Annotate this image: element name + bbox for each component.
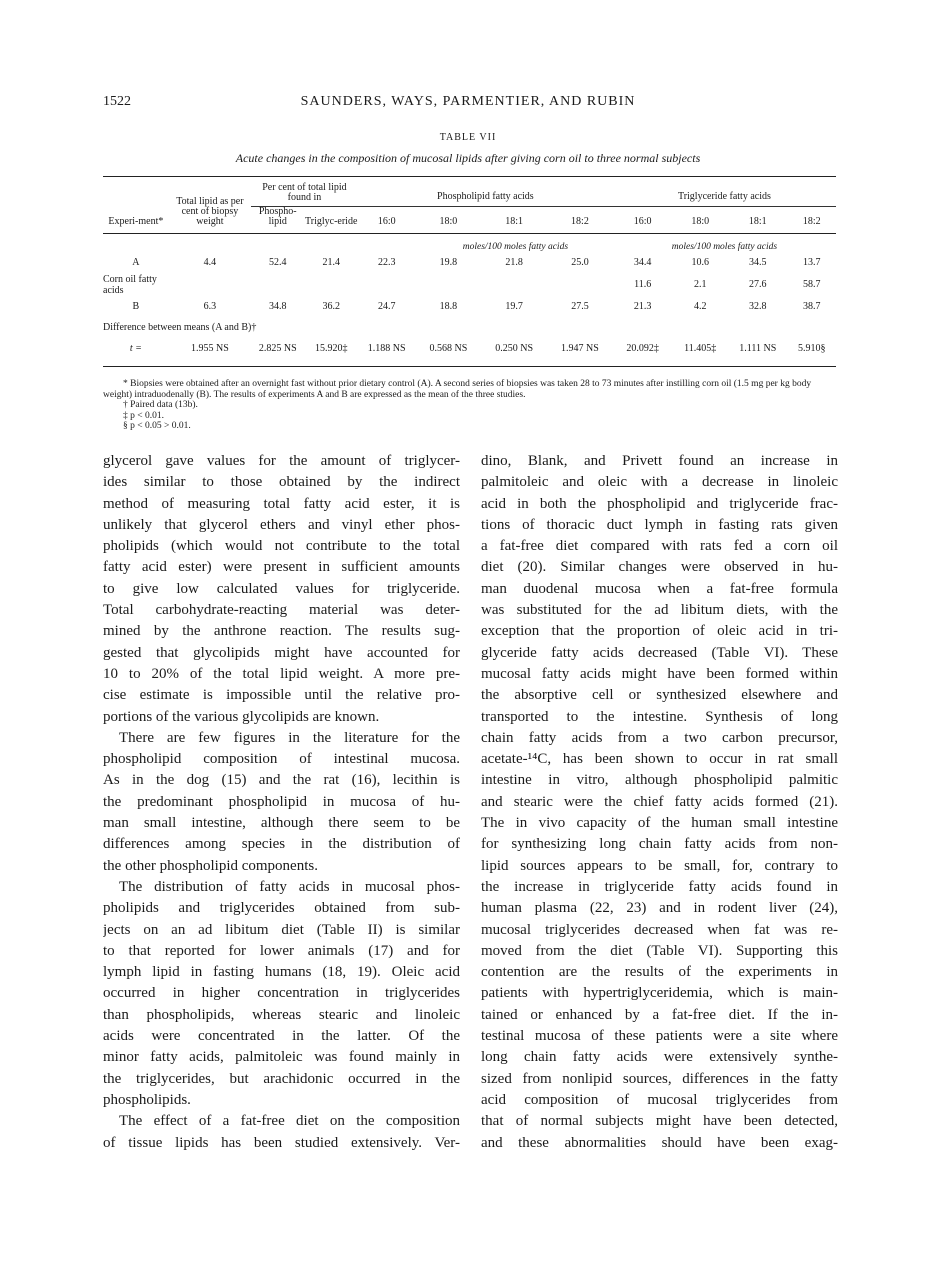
text-line: gested that glycolipids might have accounted for (103, 644, 460, 661)
right-text-column (481, 451, 838, 1154)
row-label: Corn oil fatty acids (103, 274, 157, 296)
header-tg-18-2: 18:2 (802, 216, 821, 227)
table-cell: 21.3 (633, 301, 652, 312)
header-pl-18-2: 18:2 (571, 216, 589, 227)
header-per-cent-group: Per cent of total lipid found in (251, 183, 358, 207)
table-row (103, 274, 836, 296)
table-cell: 10.6 (691, 257, 709, 268)
footnote: ‡ p < 0.01. (123, 410, 164, 421)
text-line: glyceride fatty acids decreased (Table VI). These (481, 644, 838, 661)
row-label: t = (129, 343, 142, 354)
table-cell: 1.111 NS (739, 343, 777, 354)
text-line: for synthesizing long chain fatty acids from non- (481, 836, 838, 853)
units-label-phospholipid: moles/100 moles fatty acids (462, 242, 569, 252)
header-experiment: Experi-ment* (108, 216, 164, 227)
table-cell: 25.0 (571, 257, 589, 268)
table-cell: 21.8 (505, 257, 523, 268)
units-label-triglyceride: moles/100 moles fatty acids (671, 242, 778, 252)
header-phospholipid-fatty-acids: Phospholipid fatty acids (437, 191, 534, 202)
text-line: mined by the anthrone reaction. The results sug- (103, 623, 460, 640)
text-line: cise estimate is impossible until the relative pro- (103, 687, 460, 704)
table-cell: 1.188 NS (367, 343, 406, 354)
table-caption: Acute changes in the composition of mucosal lipids after giving corn oil to three normal subjects (235, 151, 701, 165)
header-tg-18-0: 18:0 (691, 216, 710, 227)
text-line: acids were concentrated in the latter. Of the (103, 1028, 460, 1045)
text-line: pholipids and triglycerides obtained from sub- (103, 900, 460, 917)
text-line: acetate-¹⁴C, has been shown to occur in rat small (481, 751, 838, 768)
table-cell: 2.1 (693, 279, 707, 290)
table-cell (304, 274, 357, 296)
table-cell: 20.092‡ (626, 343, 659, 354)
text-line: sized from nonlipid sources, differences in the fatty (481, 1070, 838, 1087)
table-cell (358, 274, 416, 296)
table-cell: 24.7 (377, 301, 396, 312)
table-cell: 11.405‡ (684, 343, 717, 354)
table-cell (547, 274, 613, 296)
row-label: A (132, 257, 140, 268)
footnote: † Paired data (13b). (123, 400, 198, 410)
text-line: pholipids (which would not contribute to the total (103, 538, 460, 555)
text-line: Total carbohydrate-reacting material was deter- (103, 602, 460, 619)
header-tg-18-1: 18:1 (748, 216, 767, 227)
table-cell: 34.5 (749, 257, 767, 268)
table-cell (415, 274, 481, 296)
text-line: the increase in triglyceride fatty acids found in (481, 878, 838, 895)
text-line: The distribution of fatty acids in mucosal phos- (119, 878, 460, 895)
table-cell: 38.7 (803, 301, 821, 312)
table-cell (251, 274, 304, 296)
text-line: was substituted for the ad libitum diets, with the (481, 602, 838, 619)
table-cell: 21.4 (322, 257, 340, 268)
text-line: mucosal fatty acids might have been formed within (481, 665, 838, 682)
text-line: human plasma (22, 23) and in rodent liver (24), (481, 900, 838, 917)
difference-label: Difference between means (A and B)† (103, 322, 257, 333)
text-line: dino, Blank, and Privett found an increase in (481, 453, 838, 469)
text-line: of tissue lipids has been studied extensively. Ver- (103, 1134, 460, 1151)
footnote: § p < 0.05 > 0.01. (123, 421, 191, 431)
text-line: man small intestine, although there seem to be (103, 815, 460, 832)
table-cell: 19.7 (505, 301, 523, 312)
text-line: jects on an ad libitum diet (Table II) is similar (103, 921, 460, 938)
table-cell: 11.6 (634, 279, 652, 290)
text-line: unlikely that glycerol ethers and vinyl ether phos- (103, 516, 460, 533)
text-line: phospholipids. (103, 1091, 191, 1108)
header-phospholipid: Phospho-lipid (258, 206, 297, 227)
text-line: As in the dog (15) and the rat (16), lecithin is (103, 772, 460, 789)
table-cell: 34.4 (633, 257, 652, 268)
text-line: 10 to 20% of the total lipid weight. A more pre- (103, 665, 460, 682)
text-line: acid composition of mucosal triglycerides from (481, 1091, 838, 1108)
text-line: chain fatty acids from a two carbon precursor, (481, 729, 838, 746)
text-line: lipid sources appears to be small, for, contrary to (481, 857, 838, 874)
table-row (103, 296, 836, 318)
running-head: SAUNDERS, WAYS, PARMENTIER, AND RUBIN (300, 94, 636, 109)
table-cell: 34.8 (268, 301, 287, 312)
text-line: minor fatty acids, palmitoleic was found mainly in (103, 1049, 460, 1066)
text-line: ides similar to those obtained by the indirect (103, 474, 460, 491)
header-tg-16-0: 16:0 (633, 216, 652, 227)
header-pl-16-0: 16:0 (377, 216, 396, 227)
table-row (103, 252, 836, 274)
text-line: method of measuring total fatty acid ester, it is (103, 495, 460, 512)
text-line: man duodenal mucosa when a fat-free formula (481, 580, 838, 597)
table-cell: 58.7 (803, 279, 821, 290)
text-line: moved from the diet (Table VI). Supporting this (481, 942, 838, 959)
text-line: intestine in vitro, although phospholipid palmitic (481, 772, 838, 789)
text-line: the absorptive cell or synthesized elsewhere and (481, 687, 838, 704)
table-cell: 15.920‡ (314, 343, 348, 354)
table-cell (481, 274, 547, 296)
footnote: * Biopsies were obtained after an overnight fast without prior dietary control (A). A second series of biopsies was taken 28 to 73 minutes after instilling corn oil (1.5 mg per kg body weight) intraduodenally (B). The results of experiments A and B are expressed as the mean of the three studies. (103, 379, 812, 400)
text-line: patients with hypertriglyceridemia, which is main- (481, 985, 838, 1002)
table-label: TABLE VII (439, 132, 497, 143)
t-statistic-row (103, 338, 836, 360)
table-cell: 0.568 NS (429, 343, 468, 354)
text-line: testinal mucosa of these patients were a site where (481, 1028, 838, 1045)
text-line: glycerol gave values for the amount of triglycer- (103, 453, 460, 469)
table-cell: 4.4 (203, 257, 217, 268)
text-line: contention are the results of the experiments in (481, 964, 838, 981)
table-cell: 1.955 NS (191, 343, 229, 354)
header-triglyceride-fatty-acids: Triglyceride fatty acids (677, 191, 771, 202)
text-line: acid in both the phospholipid and triglyceride frac- (481, 495, 838, 512)
table-cell: 5.910§ (798, 343, 826, 354)
header-triglyceride: Triglyc-eride (304, 216, 358, 227)
table-cell: 2.825 NS (258, 343, 297, 354)
text-line: phospholipid composition of intestinal mucosa. (103, 751, 460, 768)
text-line: lymph lipid in fasting humans (18, 19). Oleic acid (103, 964, 460, 981)
text-line: long chain fatty acids were extensively synthe- (481, 1049, 838, 1066)
row-label: B (132, 301, 140, 312)
table-cell: 27.5 (571, 301, 589, 312)
table-cell: 19.8 (439, 257, 458, 268)
text-line: than phospholipids, whereas stearic and linoleic (103, 1006, 460, 1023)
table-cell: 52.4 (268, 257, 287, 268)
table-cell: 4.2 (693, 301, 707, 312)
table-cell: 18.8 (439, 301, 458, 312)
text-line: and these abnormalities should have been exag- (481, 1134, 838, 1151)
table-cell: 36.2 (322, 301, 340, 312)
text-line: The effect of a fat-free diet on the composition (119, 1113, 460, 1130)
text-line: fatty acid ester) were present in sufficient amounts (103, 559, 460, 576)
text-line: a fat-free diet compared with rats fed a corn oil (481, 538, 838, 555)
left-text-column (103, 451, 460, 1154)
text-line: The in vivo capacity of the human small intestine (481, 815, 838, 832)
text-line: that of normal subjects might have been detected, (481, 1113, 838, 1130)
text-line: tions of thoracic duct lymph in fasting rats given (481, 516, 838, 533)
table-cell (169, 274, 251, 296)
text-line: palmitoleic and oleic with a decrease in linoleic (481, 474, 838, 491)
text-line: tained or enhanced by a fat-free diet. If the in- (481, 1006, 838, 1023)
text-line: differences among species in the distribution of (103, 836, 460, 853)
text-line: transported to the intestine. Synthesis of long (481, 708, 838, 725)
table-cell: 22.3 (377, 257, 396, 268)
table-cell: 0.250 NS (495, 343, 534, 354)
header-total-lipid: Total lipid as per cent of biopsy weight (176, 196, 244, 227)
text-line: occurred in higher concentration in triglycerides (103, 985, 460, 1002)
text-line: mucosal triglycerides decreased when fat was re- (481, 921, 838, 938)
page-number: 1522 (103, 94, 131, 109)
table-footnotes (103, 379, 836, 432)
text-line: There are few figures in the literature for the (119, 729, 460, 746)
header-pl-18-1: 18:1 (505, 216, 524, 227)
text-line: the predominant phospholipid in mucosa of hu- (103, 793, 460, 810)
table-cell: 1.947 NS (561, 343, 599, 354)
table-cell: 13.7 (803, 257, 821, 268)
header-pl-18-0: 18:0 (439, 216, 458, 227)
text-line: diet (20). Similar changes were observed in hu- (481, 559, 838, 576)
text-line: exception that the proportion of oleic acid in tri- (481, 623, 838, 640)
text-line: to give low calculated values for triglyceride. (103, 580, 460, 597)
text-line: portions of the various glycolipids are known. (103, 708, 380, 725)
table-cell: 6.3 (203, 301, 217, 312)
table-cell: 27.6 (749, 279, 767, 290)
text-line: the triglycerides, but arachidonic occurred in the (103, 1070, 460, 1087)
text-line: to that reported for lower animals (17) and for (103, 942, 460, 959)
table-cell: 32.8 (749, 301, 767, 312)
text-line: and stearic were the chief fatty acids formed (21). (481, 793, 838, 810)
data-table (103, 176, 836, 367)
text-line: the other phospholipid components. (103, 857, 318, 874)
